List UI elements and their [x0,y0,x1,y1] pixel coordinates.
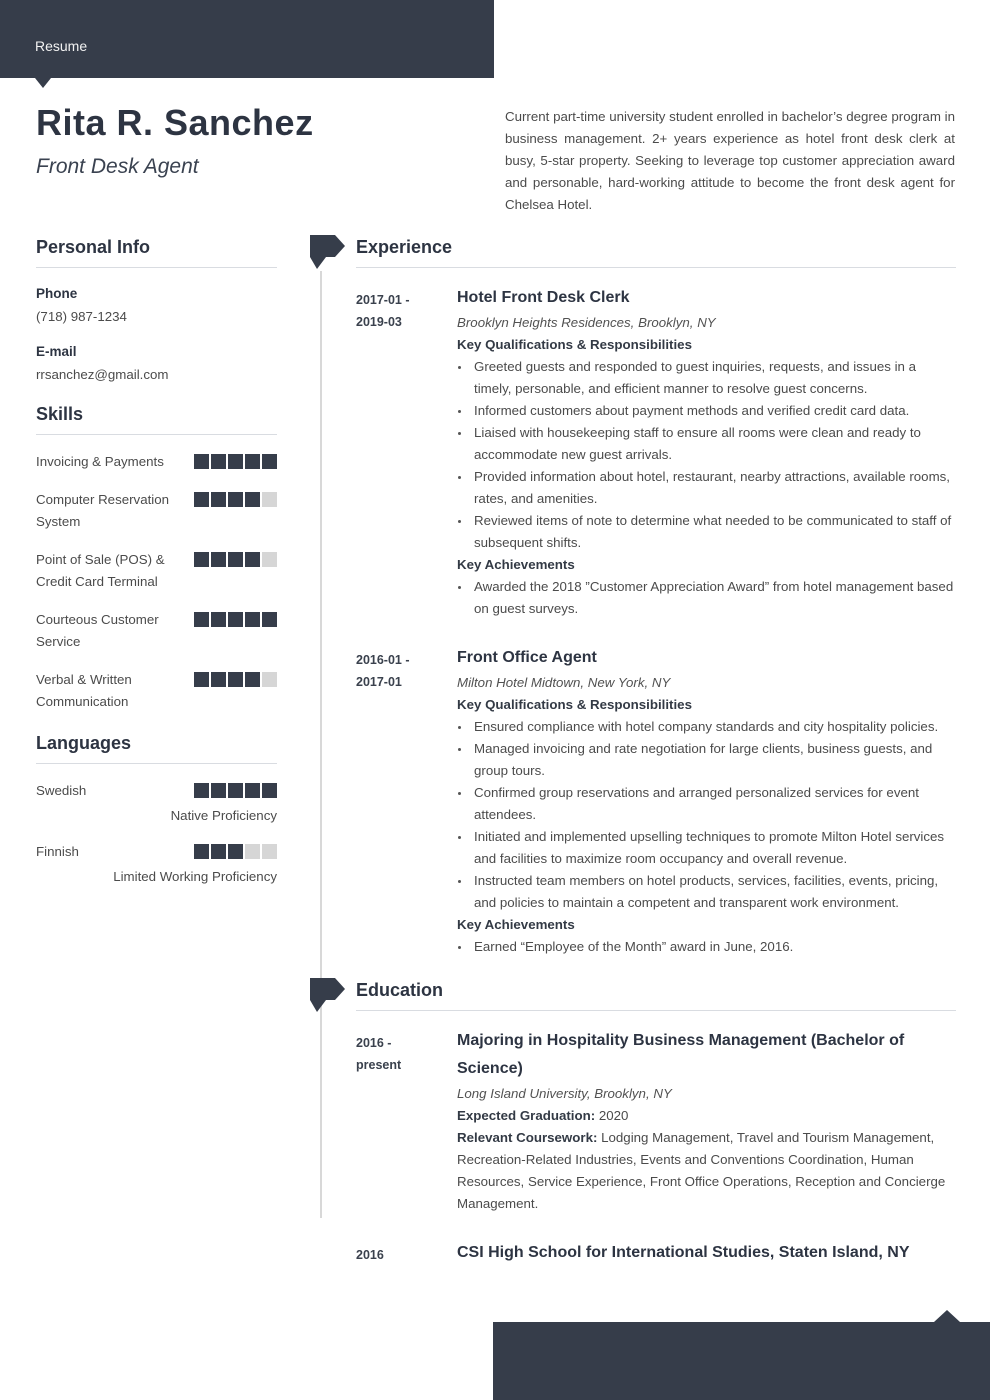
entry-company: Brooklyn Heights Residences, Brooklyn, NY [457,315,716,330]
skill-label: Computer Reservation System [36,492,170,529]
email-field [36,343,277,384]
experience-entry [356,284,956,620]
language-item [36,841,277,886]
entry-title: CSI High School for International Studies, Staten Island, NY [457,1244,910,1261]
skill-row [36,669,277,713]
footer-arrow-icon [934,1310,960,1322]
skill-label: Point of Sale (POS) & Credit Card Terminal [36,552,165,589]
name-block [36,100,476,179]
bullet-item: • Awarded the 2018 ”Customer Appreciation Award” from hotel management based on guest surveys. [471,576,956,620]
education-entry [356,1239,956,1267]
summary-paragraph: Current part-time university student enrolled in bachelor’s degree program in business management. 2+ years experience as hotel front desk clerk at busy, 5-star property. Seeking to leverage top customer appreciation award and personable, hard-working attitude to become the front desk agent for Chelsea Hotel. [505,109,955,212]
skill-label: Courteous Customer Service [36,612,159,649]
bullet-item: • Provided information about hotel, restaurant, nearby attractions, available rooms, rates, and amenities. [471,466,956,510]
bullet-item: • Initiated and implemented upselling techniques to promote Milton Hotel services and facilities to maximize room occupancy and overall revenue. [471,826,956,870]
bullet-item: • Reviewed items of note to determine what needed to be communicated to staff of subsequent shifts. [471,510,956,554]
bullet-item: • Liaised with housekeeping staff to ensure all rooms were clean and ready to accommodate new guest arrivals. [471,422,956,466]
achievements-list [457,576,956,620]
education-heading [356,980,956,1011]
skills-heading: Skills [36,404,277,435]
bullet-item: • Informed customers about payment methods and verified credit card data. [471,400,956,422]
achievements-heading: Key Achievements [457,917,575,932]
relevant-coursework: Relevant Coursework: Lodging Management, Travel and Tourism Management, Recreation-Related Industries, Events and Conventions Coordination, Human Resources, Service Experience, Front Office Operations, Reception and Concierge Management. [457,1130,946,1211]
bullet-item: • Ensured compliance with hotel company standards and city hospitality policies. [471,716,956,738]
skill-row [36,489,277,533]
email-label: E-mail [36,344,77,359]
top-bar-notch-icon [35,78,51,88]
top-bar [0,0,494,78]
entry-title: Hotel Front Desk Clerk [457,289,630,306]
experience-heading-text: Experience [356,237,453,257]
qualifications-list [457,716,956,914]
entry-dates: 2017-01 - 2019-03 [356,293,410,329]
bookmark-icon [310,235,346,271]
education-entry [356,1027,956,1215]
entry-title: Majoring in Hospitality Business Management (Bachelor of Science) [457,1032,905,1077]
skill-rating [194,492,277,507]
experience-heading [356,237,956,268]
languages-heading: Languages [36,733,277,764]
person-name: Rita R. Sanchez [36,102,314,143]
phone-label: Phone [36,286,78,301]
personal-info-heading: Personal Info [36,237,277,268]
skill-rating [194,552,277,567]
education-section [310,980,956,1267]
phone-field [36,285,277,326]
language-rating [194,783,277,798]
footer-bar [493,1322,990,1400]
bullet-item: • Instructed team members on hotel products, services, facilities, events, pricing, and policies to maintain a competent and transparent work environment. [471,870,956,914]
expected-graduation: Expected Graduation: 2020 [457,1108,629,1123]
qualifications-heading: Key Qualifications & Responsibilities [457,337,692,352]
entry-title: Front Office Agent [457,649,597,666]
skill-rating [194,672,277,687]
qualifications-heading: Key Qualifications & Responsibilities [457,697,692,712]
language-proficiency: Limited Working Proficiency [113,869,277,884]
language-item [36,780,277,825]
skill-row [36,549,277,593]
education-heading-text: Education [356,980,444,1000]
phone-value: (718) 987-1234 [36,309,127,324]
bullet-item: • Greeted guests and responded to guest inquiries, requests, and issues in a timely, personable, and efficient manner to resolve guest concerns. [471,356,956,400]
skill-rating [194,612,277,627]
entry-dates: 2016 [356,1248,384,1262]
person-job-title: Front Desk Agent [36,155,199,178]
achievements-heading: Key Achievements [457,557,575,572]
bullet-item: • Earned “Employee of the Month” award in June, 2016. [471,936,956,958]
skill-row [36,609,277,653]
entry-school: Long Island University, Brooklyn, NY [457,1086,672,1101]
experience-entry [356,644,956,958]
language-label: Swedish [36,783,87,798]
document-type-label: Resume [35,38,88,54]
skill-row [36,451,277,473]
skill-label: Invoicing & Payments [36,454,164,469]
language-rating [194,844,277,859]
bullet-item: • Confirmed group reservations and arranged personalized services for event attendees. [471,782,956,826]
bullet-item: • Managed invoicing and rate negotiation for large clients, business guests, and group tours. [471,738,956,782]
entry-company: Milton Hotel Midtown, New York, NY [457,675,671,690]
skill-label: Verbal & Written Communication [36,672,132,709]
entry-dates: 2016-01 - 2017-01 [356,653,410,689]
language-label: Finnish [36,844,79,859]
bookmark-icon [310,978,346,1014]
achievements-list [457,936,956,958]
main-column [310,237,956,1267]
email-value: rrsanchez@gmail.com [36,367,169,382]
entry-dates: 2016 - present [356,1036,402,1072]
language-proficiency: Native Proficiency [170,808,277,823]
sidebar [36,237,277,886]
skill-rating [194,454,277,469]
experience-section [310,237,956,958]
qualifications-list [457,356,956,554]
